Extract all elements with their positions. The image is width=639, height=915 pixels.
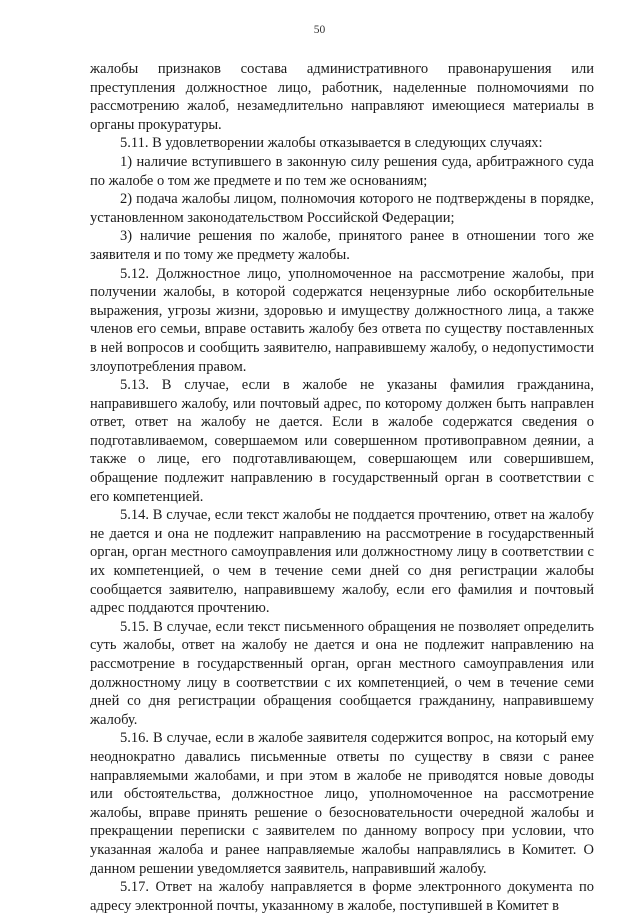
list-item-3: 3) наличие решения по жалобе, принятого ранее в отношении того же заявителя и по тому же предмету жалобы.: [90, 228, 594, 263]
paragraph-5-12: 5.12. Должностное лицо, уполномоченное на рассмотрение жалобы, при получении жалобы, в которой содержатся нецензурные либо оскорбительные выражения, угрозы жизни, здоровью и имуществу должностного лица, а также членов его семьи, вправе оставить жалобу без ответа по существу поставленных в ней вопросов и сообщить заявителю, направившему жалобу, о недопустимости злоупотребления правом.: [90, 265, 594, 375]
paragraph-5-15: 5.15. В случае, если текст письменного обращения не позволяет определить суть жалобы, ответ на жалобу не дается и она не подлежит направлению на рассмотрение в государственный орган, орган местного самоуправления или должностному лицу в соответствии с их компетенцией, о чем в течение семи дней со дня регистрации обращения сообщается гражданину, направившему жалобу.: [90, 618, 594, 728]
paragraph-5-11: 5.11. В удовлетворении жалобы отказывается в следующих случаях:: [120, 135, 543, 152]
document-body: [90, 60, 594, 915]
paragraph-5-14: 5.14. В случае, если текст жалобы не поддается прочтению, ответ на жалобу не дается и она не подлежит направлению на рассмотрение в государственный орган, орган местного самоуправления или должностному лицу в соответствии с их компетенцией, о чем в течение семи дней со дня регистрации жалобы сообщается заявителю, направившему жалобу, если его фамилия и почтовый адрес поддаются прочтению.: [90, 507, 594, 617]
paragraph-5-17: 5.17. Ответ на жалобу направляется в форме электронного документа по адресу электронной почты, указанному в жалобе, поступившей в Комитет в: [90, 879, 594, 914]
page-number: 50: [313, 24, 326, 36]
list-item-1: 1) наличие вступившего в законную силу решения суда, арбитражного суда по жалобе о том же предмете и по тем же основаниям;: [90, 153, 594, 189]
paragraph-5-16: 5.16. В случае, если в жалобе заявителя содержится вопрос, на который ему неоднократно давались письменные ответы по существу в связи с ранее направляемыми жалобами, и при этом в жалобе не приводятся новые доводы или обстоятельства, должностное лицо, уполномоченное на рассмотрение жалобы, вправе принять решение о безосновательности очередной жалобы и прекращении переписки с заявителем по данному вопросу при условии, что указанная жалоба и ранее направляемые жалобы направлялись в Комитет. О данном решении уведомляется заявитель, направивший жалобу.: [90, 730, 594, 877]
paragraph-5-13: 5.13. В случае, если в жалобе не указаны фамилия гражданина, направившего жалобу, или почтовый адрес, по которому должен быть направлен ответ, ответ на жалобу не дается. Если в жалобе содержатся сведения о подготавливаемом, совершаемом или совершенном противоправном деянии, а также о лице, его подготавливающем, совершающем или совершившем, обращение подлежит направлению в государственный орган в соответствии с его компетенцией.: [90, 377, 594, 505]
paragraph-continuation: жалобы признаков состава административного правонарушения или преступления должностное лицо, работник, наделенные полномочиями по рассмотрению жалоб, незамедлительно направляют имеющиеся материалы в органы прокуратуры.: [90, 61, 594, 133]
list-item-2: 2) подача жалобы лицом, полномочия которого не подтверждены в порядке, установленном законодательством Российской Федерации;: [90, 191, 594, 226]
